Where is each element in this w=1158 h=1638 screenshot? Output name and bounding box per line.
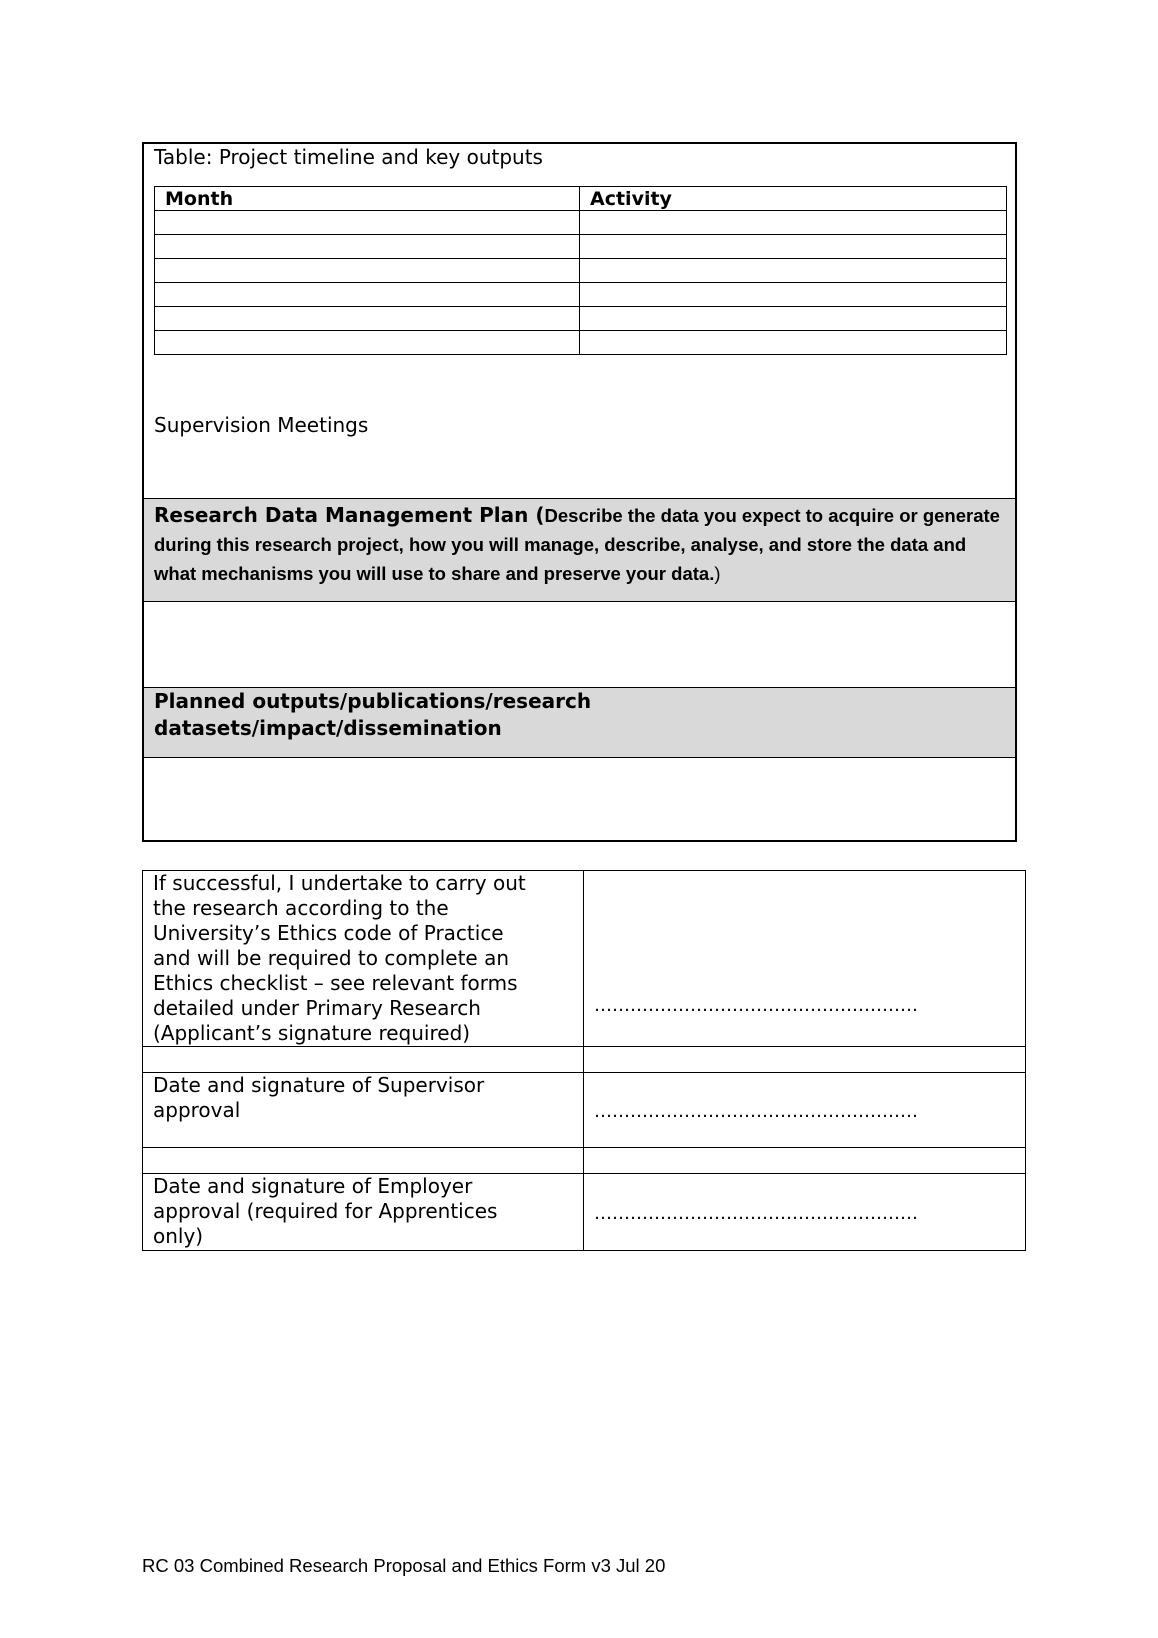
employer-approval-label: Date and signature of Employer approval (required for Apprentices only) (143, 1174, 584, 1251)
rdm-answer-area[interactable] (144, 602, 1015, 688)
spacer-row (143, 1148, 1026, 1174)
month-column-header: Month (155, 187, 580, 211)
month-cell[interactable] (155, 211, 580, 235)
employer-row (143, 1174, 1026, 1251)
outputs-answer-area[interactable] (144, 758, 1015, 842)
supervision-meetings-label: Supervision Meetings (154, 413, 369, 437)
table-row (155, 283, 1007, 307)
month-cell[interactable] (155, 259, 580, 283)
employer-signature-field[interactable]: ……………………………………………… (584, 1174, 1026, 1251)
page-footer: RC 03 Combined Research Proposal and Ethics Form v3 Jul 20 (142, 1555, 666, 1576)
rdm-header (144, 499, 1015, 602)
table-row (155, 211, 1007, 235)
applicant-declaration: If successful, I undertake to carry out the research according to the University’s Ethics code of Practice and will be required to complete an Ethics checklist – see relevant forms detailed under Primary Research (Applicant’s signature required) (143, 871, 584, 1047)
applicant-signature-field[interactable]: ……………………………………………… (584, 871, 1026, 1047)
spacer-row (143, 1047, 1026, 1073)
activity-cell[interactable] (580, 259, 1007, 283)
month-cell[interactable] (155, 307, 580, 331)
table-row (155, 259, 1007, 283)
timeline-section (144, 144, 1015, 499)
outputs-title-line1: Planned outputs/publications/research (154, 689, 592, 713)
supervisor-approval-label: Date and signature of Supervisor approval (143, 1073, 584, 1148)
timeline-caption: Table: Project timeline and key outputs (154, 145, 543, 169)
rdm-close-paren: ) (714, 563, 721, 584)
rdm-title: Research Data Management Plan ( (154, 503, 545, 527)
activity-cell[interactable] (580, 283, 1007, 307)
timeline-table (154, 186, 1007, 355)
table-row (155, 331, 1007, 355)
supervisor-signature-field[interactable]: ……………………………………………… (584, 1073, 1026, 1148)
month-cell[interactable] (155, 283, 580, 307)
table-row (155, 307, 1007, 331)
activity-cell[interactable] (580, 211, 1007, 235)
signature-table (142, 870, 1026, 1251)
applicant-row (143, 871, 1026, 1047)
rdm-description: Describe the data you expect to acquire or generate during this research project, how you will manage, describe, analyse, and store the data and what mechanisms you will use to share and preserve your data. (154, 505, 1000, 584)
outputs-title-line2: datasets/impact/dissemination (154, 716, 502, 740)
month-cell[interactable] (155, 235, 580, 259)
proposal-form-box (142, 142, 1017, 842)
activity-cell[interactable] (580, 307, 1007, 331)
table-row (155, 235, 1007, 259)
month-cell[interactable] (155, 331, 580, 355)
outputs-header (144, 688, 1015, 758)
activity-cell[interactable] (580, 235, 1007, 259)
activity-cell[interactable] (580, 331, 1007, 355)
supervisor-row (143, 1073, 1026, 1148)
activity-column-header: Activity (580, 187, 1007, 211)
